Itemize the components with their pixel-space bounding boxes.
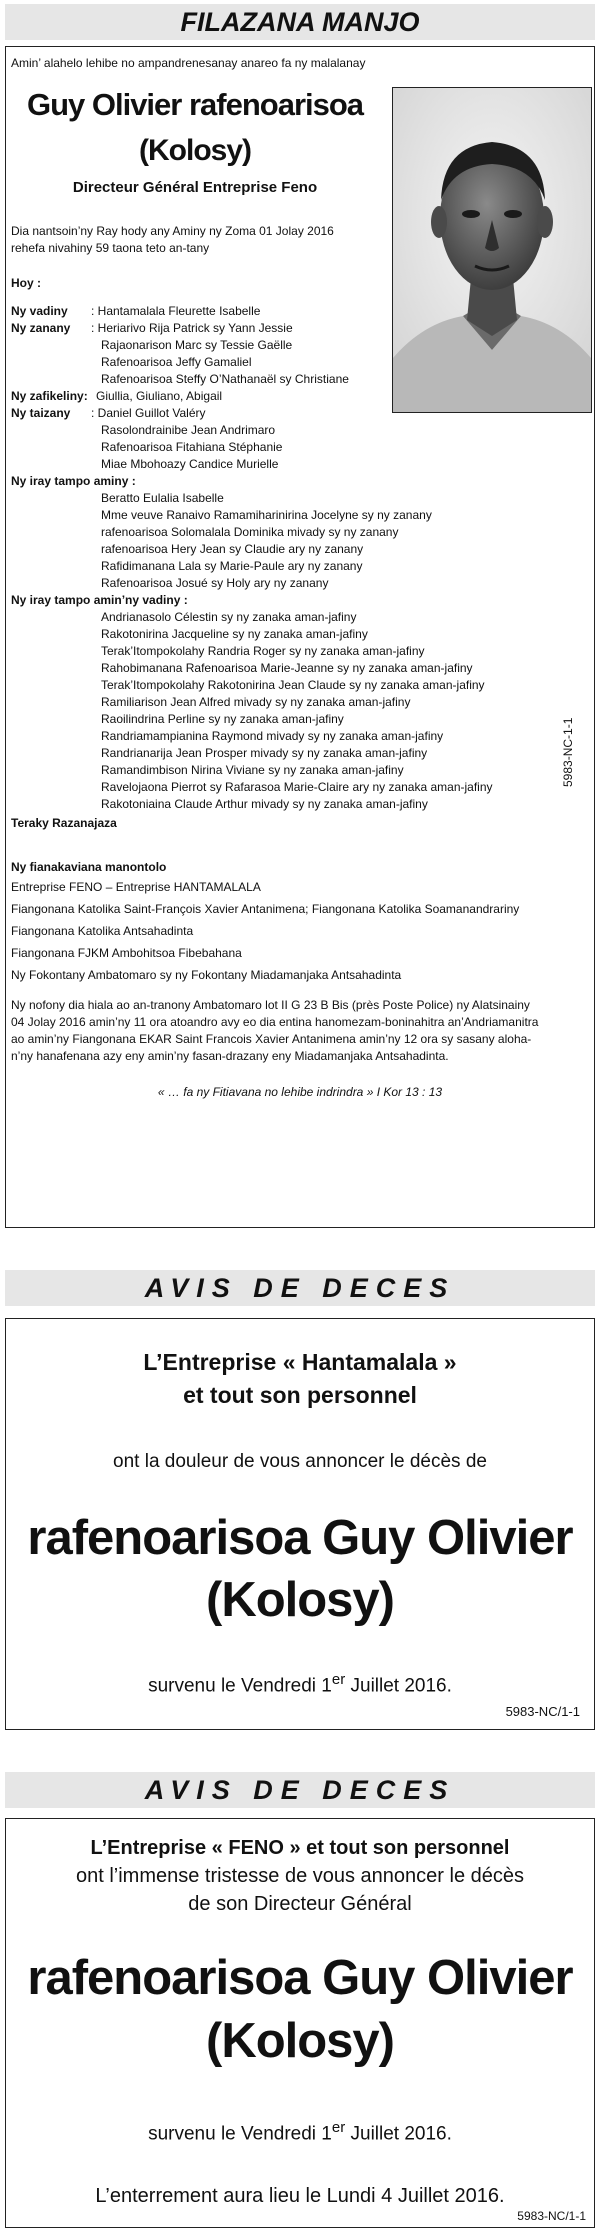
avis2-burial: L’enterrement aura lieu le Lundi 4 Juillet 2016.: [95, 2185, 505, 2207]
zanany-3: Rafenoarisoa Steffy O’Nathanaël sy Christiane: [101, 372, 349, 386]
iray-tampo-vadiny-0: Andrianasolo Célestin sy ny zanaka aman-jafiny: [101, 610, 357, 624]
avis1-date-pre: survenu le Vendredi 1: [148, 1675, 332, 1697]
avis2-date-post: Juillet 2016.: [345, 2123, 452, 2145]
iray-tampo-vadiny-7: Randriamampianina Raymond mivady sy ny zanaka aman-jafiny: [101, 729, 444, 743]
funeral-line-2: ao amin’ny Fiangonana EKAR Saint Francois Xavier Antanimena amin’ny 12 ora sy sasany aloha-: [11, 1032, 532, 1046]
avis2-date-sup: er: [331, 2119, 346, 2136]
iray-tampo-aminy-3: rafenoarisoa Hery Jean sy Claudie ary ny zanany: [101, 542, 364, 556]
funeral-line-3: n’ny hanafenana azy eny amin’ny fasan-drazany eny Miadamanjaka Antsahadinta.: [11, 1049, 449, 1063]
iray-tampo-vadiny-9: Ramandimbison Nirina Viviane sy ny zanaka aman-jafiny: [101, 763, 404, 777]
side-reference: 5983-NC-1-1: [561, 717, 575, 787]
fianakaviana-0: Entreprise FENO – Entreprise HANTAMALALA: [11, 880, 261, 894]
avis1-notice: [5, 1318, 595, 1730]
fianakaviana-3: Fiangonana FJKM Ambohitsoa Fibebahana: [11, 946, 242, 960]
iray-tampo-aminy-5: Rafenoarisoa Josué sy Holy ary ny zanany: [101, 576, 329, 590]
avis2-date: [6, 2119, 594, 2145]
funeral-line-0: Ny nofony dia hiala ao an-tranony Ambatomaro lot II G 23 B Bis (près Poste Police) ny Alatsinainy: [11, 998, 530, 1012]
hoy-label: Hoy :: [11, 276, 41, 290]
filazana-banner: FILAZANA MANJO: [5, 4, 595, 40]
vadiny-value: : Hantamalala Fleurette Isabelle: [91, 304, 261, 318]
avis1-line-3: ont la douleur de vous annoncer le décès de: [113, 1451, 487, 1472]
avis2-line-3: de son Directeur Général: [188, 1893, 412, 1915]
iray-tampo-vadiny-11: Rakotoniaina Claude Arthur mivady sy ny zanaka aman-jafiny: [101, 797, 428, 811]
bible-verse: « … fa ny Fitiavana no lehibe indrindra » I Kor 13 : 13: [157, 1085, 443, 1099]
avis2-deceased-name: rafenoarisoa Guy Olivier: [27, 1951, 573, 2005]
taizany-3: Miae Mbohoazy Candice Murielle: [101, 457, 279, 471]
intro-text: Amin’ alahelo lehibe no ampandrenesanay anareo fa ny malalanay: [11, 56, 366, 70]
zafikeliny-label: Ny zafikeliny:: [11, 389, 88, 403]
iray-tampo-vadiny-3: Rahobimanana Rafenoarisoa Marie-Jeanne sy ny zanaka aman-jafiny: [101, 661, 473, 675]
deceased-name: Guy Olivier rafenoarisoa: [26, 87, 364, 122]
avis2-banner: AVIS DE DECES: [5, 1772, 595, 1808]
avis2-deceased-nickname: (Kolosy): [206, 2014, 394, 2068]
taizany-1: Rasolondrainibe Jean Andrimaro: [101, 423, 276, 437]
avis1-line-1: L’Entreprise « Hantamalala »: [143, 1349, 457, 1375]
fianakaviana-4: Ny Fokontany Ambatomaro sy ny Fokontany Miadamanjaka Antsahadinta: [11, 968, 402, 982]
iray-tampo-vadiny-4: Terak’Itompokolahy Rakotonirina Jean Claude sy ny zanaka aman-jafiny: [101, 678, 485, 692]
portrait-image: [393, 88, 591, 412]
iray-tampo-aminy-2: rafenoarisoa Solomalala Dominika mivady sy ny zanany: [101, 525, 399, 539]
death-line-1: Dia nantsoin’ny Ray hody any Aminy ny Zoma 01 Jolay 2016: [11, 224, 334, 238]
avis1-deceased-name: rafenoarisoa Guy Olivier: [27, 1511, 573, 1565]
zanany-label: Ny zanany: [11, 321, 71, 335]
deceased-nickname: (Kolosy): [139, 134, 251, 167]
avis2-notice: [5, 1818, 595, 2228]
avis2-line-2: ont l’immense tristesse de vous annoncer le décès: [75, 1865, 524, 1887]
avis1-deceased-nickname: (Kolosy): [206, 1573, 394, 1627]
deceased-photo: [392, 87, 592, 413]
avis1-banner: AVIS DE DECES: [5, 1270, 595, 1306]
vadiny-label: Ny vadiny: [11, 304, 68, 318]
zafikeliny-value: Giullia, Giuliano, Abigail: [96, 389, 223, 403]
iray-tampo-aminy-1: Mme veuve Ranaivo Ramamiharinirina Jocelyne sy ny zanany: [101, 508, 432, 522]
fianakaviana-label: Ny fianakaviana manontolo: [11, 860, 167, 874]
iray-tampo-vadiny-5: Ramiliarison Jean Alfred mivady sy ny zanaka aman-jafiny: [101, 695, 411, 709]
filazana-notice: [5, 46, 595, 1228]
iray-tampo-vadiny-2: Terak’Itompokolahy Randria Roger sy ny zanaka aman-jafiny: [101, 644, 425, 658]
taizany-0: : Daniel Guillot Valéry: [91, 406, 206, 420]
teraky-label: Teraky Razanajaza: [11, 816, 117, 830]
iray-tampo-vadiny-6: Raoilindrina Perline sy ny zanaka aman-jafiny: [101, 712, 344, 726]
death-line-2: rehefa nivahiny 59 taona teto an-tany: [11, 241, 210, 255]
avis1-line-2: et tout son personnel: [183, 1382, 417, 1408]
iray-tampo-vadiny-8: Randrianarija Jean Prosper mivady sy ny zanaka aman-jafiny: [101, 746, 428, 760]
zanany-1: Rajaonarison Marc sy Tessie Gaëlle: [101, 338, 293, 352]
zanany-0: : Heriarivo Rija Patrick sy Yann Jessie: [91, 321, 293, 335]
iray-tampo-aminy-0: Beratto Eulalia Isabelle: [101, 491, 224, 505]
zanany-2: Rafenoarisoa Jeffy Gamaliel: [101, 355, 252, 369]
iray-tampo-aminy-4: Rafidimanana Lala sy Marie-Paule ary ny zanany: [101, 559, 363, 573]
avis1-date-post: Juillet 2016.: [345, 1675, 452, 1697]
avis2-line-1: L’Entreprise « FENO » et tout son personnel: [90, 1837, 510, 1859]
deceased-title: Directeur Général Entreprise Feno: [72, 179, 318, 196]
iray-tampo-aminy-label: Ny iray tampo aminy :: [11, 474, 136, 488]
taizany-2: Rafenoarisoa Fitahiana Stéphanie: [101, 440, 283, 454]
avis1-date: [6, 1671, 594, 1697]
funeral-line-1: 04 Jolay 2016 amin’ny 11 ora atoandro avy eo dia entina hanomezam-boninahitra an’Andriamanitra: [11, 1015, 539, 1029]
fianakaviana-2: Fiangonana Katolika Antsahadinta: [11, 924, 194, 938]
avis2-reference: 5983-NC/1-1: [517, 2209, 586, 2223]
taizany-label: Ny taizany: [11, 406, 71, 420]
fianakaviana-1: Fiangonana Katolika Saint-François Xavier Antanimena; Fiangonana Katolika Soamanandrariny: [11, 902, 520, 916]
iray-tampo-vadiny-1: Rakotonirina Jacqueline sy ny zanaka aman-jafiny: [101, 627, 368, 641]
avis1-reference: 5983-NC/1-1: [505, 1704, 580, 1719]
iray-tampo-vadiny-label: Ny iray tampo amin’ny vadiny :: [11, 593, 188, 607]
avis2-date-pre: survenu le Vendredi 1: [148, 2123, 332, 2145]
iray-tampo-vadiny-10: Ravelojaona Pierrot sy Rafarasoa Marie-Claire ary ny zanaka aman-jafiny: [101, 780, 493, 794]
avis1-date-sup: er: [331, 1671, 346, 1688]
